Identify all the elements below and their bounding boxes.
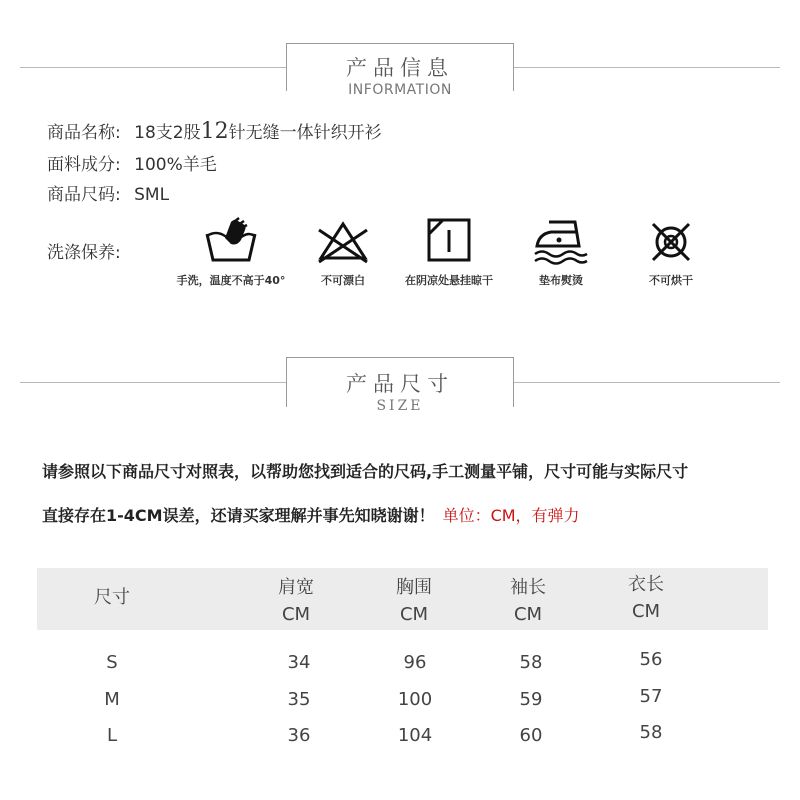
cell-sleeve: 58	[519, 652, 543, 673]
cell-size: L	[106, 725, 118, 746]
cell-sleeve: 60	[519, 725, 543, 746]
care-item-shade-dry	[384, 216, 514, 288]
header-shoulder-label: 肩宽	[278, 577, 314, 598]
material-row	[47, 150, 217, 175]
cell-length: 57	[639, 686, 663, 707]
iron-with-cloth-icon	[531, 216, 591, 266]
product-name-row	[47, 118, 382, 144]
section1-line-right	[514, 67, 780, 68]
size-note-line2	[42, 503, 580, 526]
size-row	[47, 180, 169, 205]
header-size-label: 尺寸	[94, 587, 130, 608]
care-item-no-tumble	[606, 216, 736, 288]
care-text-shade-dry: 在阴凉处悬挂晾干	[405, 274, 493, 287]
care-text-no-tumble: 不可烘干	[649, 274, 693, 287]
cell-chest: 96	[403, 652, 427, 673]
product-name-prefix: 18支2股	[134, 123, 201, 143]
section1-title: 产品信息	[346, 56, 454, 80]
header-length-label: 衣长	[628, 574, 664, 595]
unit-note: 单位：CM，有弹力	[442, 506, 580, 525]
care-item-hand-wash	[166, 216, 296, 288]
header-chest	[369, 574, 459, 628]
header-sleeve	[483, 574, 573, 628]
cell-sleeve: 59	[519, 689, 543, 710]
header-chest-label: 胸围	[396, 577, 432, 598]
product-name-gauge: 12	[200, 119, 229, 144]
cell-chest: 104	[397, 725, 433, 746]
care-text-iron: 垫布熨烫	[539, 274, 583, 287]
header-size	[67, 584, 157, 611]
cell-length: 58	[639, 722, 663, 743]
section1-subtitle-text: INFORMATION	[348, 82, 452, 98]
header-length-unit: CM	[631, 601, 661, 622]
header-chest-unit: CM	[399, 604, 429, 625]
material-label: 面料成分:	[47, 155, 121, 175]
cell-size: S	[106, 652, 118, 673]
care-label: 洗涤保养:	[47, 243, 121, 263]
no-bleach-icon	[313, 216, 373, 266]
cell-length: 56	[639, 649, 663, 670]
cell-shoulder: 35	[287, 689, 311, 710]
size-note-line2-text: 直接存在1-4CM误差，还请买家理解并事先知晓谢谢！	[42, 506, 435, 525]
section2-line-right	[514, 382, 780, 383]
cell-shoulder: 36	[287, 725, 311, 746]
hand-wash-icon	[201, 216, 261, 266]
section2-line-left	[20, 382, 286, 383]
size-note-line1: 请参照以下商品尺寸对照表，以帮助您找到适合的尺码,手工测量平铺，尺寸可能与实际尺寸	[42, 462, 689, 481]
section1-line-left	[20, 67, 286, 68]
size-label: 商品尺码:	[47, 185, 121, 205]
care-text-hand-wash: 手洗，温度不高于40°	[176, 274, 286, 287]
header-sleeve-label: 袖长	[510, 577, 546, 598]
size-value: SML	[134, 185, 170, 205]
no-tumble-dry-icon	[641, 216, 701, 266]
shade-dry-icon	[419, 216, 479, 266]
header-shoulder	[251, 574, 341, 628]
section1-header	[286, 43, 514, 98]
product-name-suffix: 针无缝一体针织开衫	[228, 123, 382, 143]
section2-subtitle-text: SIZE	[376, 398, 424, 414]
header-length	[601, 571, 691, 625]
cell-shoulder: 34	[287, 652, 311, 673]
material-value: 100%羊毛	[134, 155, 217, 175]
section2-header	[286, 357, 514, 414]
product-name-label: 商品名称:	[47, 123, 121, 143]
header-sleeve-unit: CM	[513, 604, 543, 625]
section1-subtitle	[247, 82, 553, 98]
cell-size: M	[104, 689, 120, 710]
header-shoulder-unit: CM	[281, 604, 311, 625]
section2-subtitle	[247, 398, 553, 414]
cell-chest: 100	[397, 689, 433, 710]
care-text-no-bleach: 不可漂白	[321, 274, 365, 287]
section2-title: 产品尺寸	[346, 372, 454, 396]
